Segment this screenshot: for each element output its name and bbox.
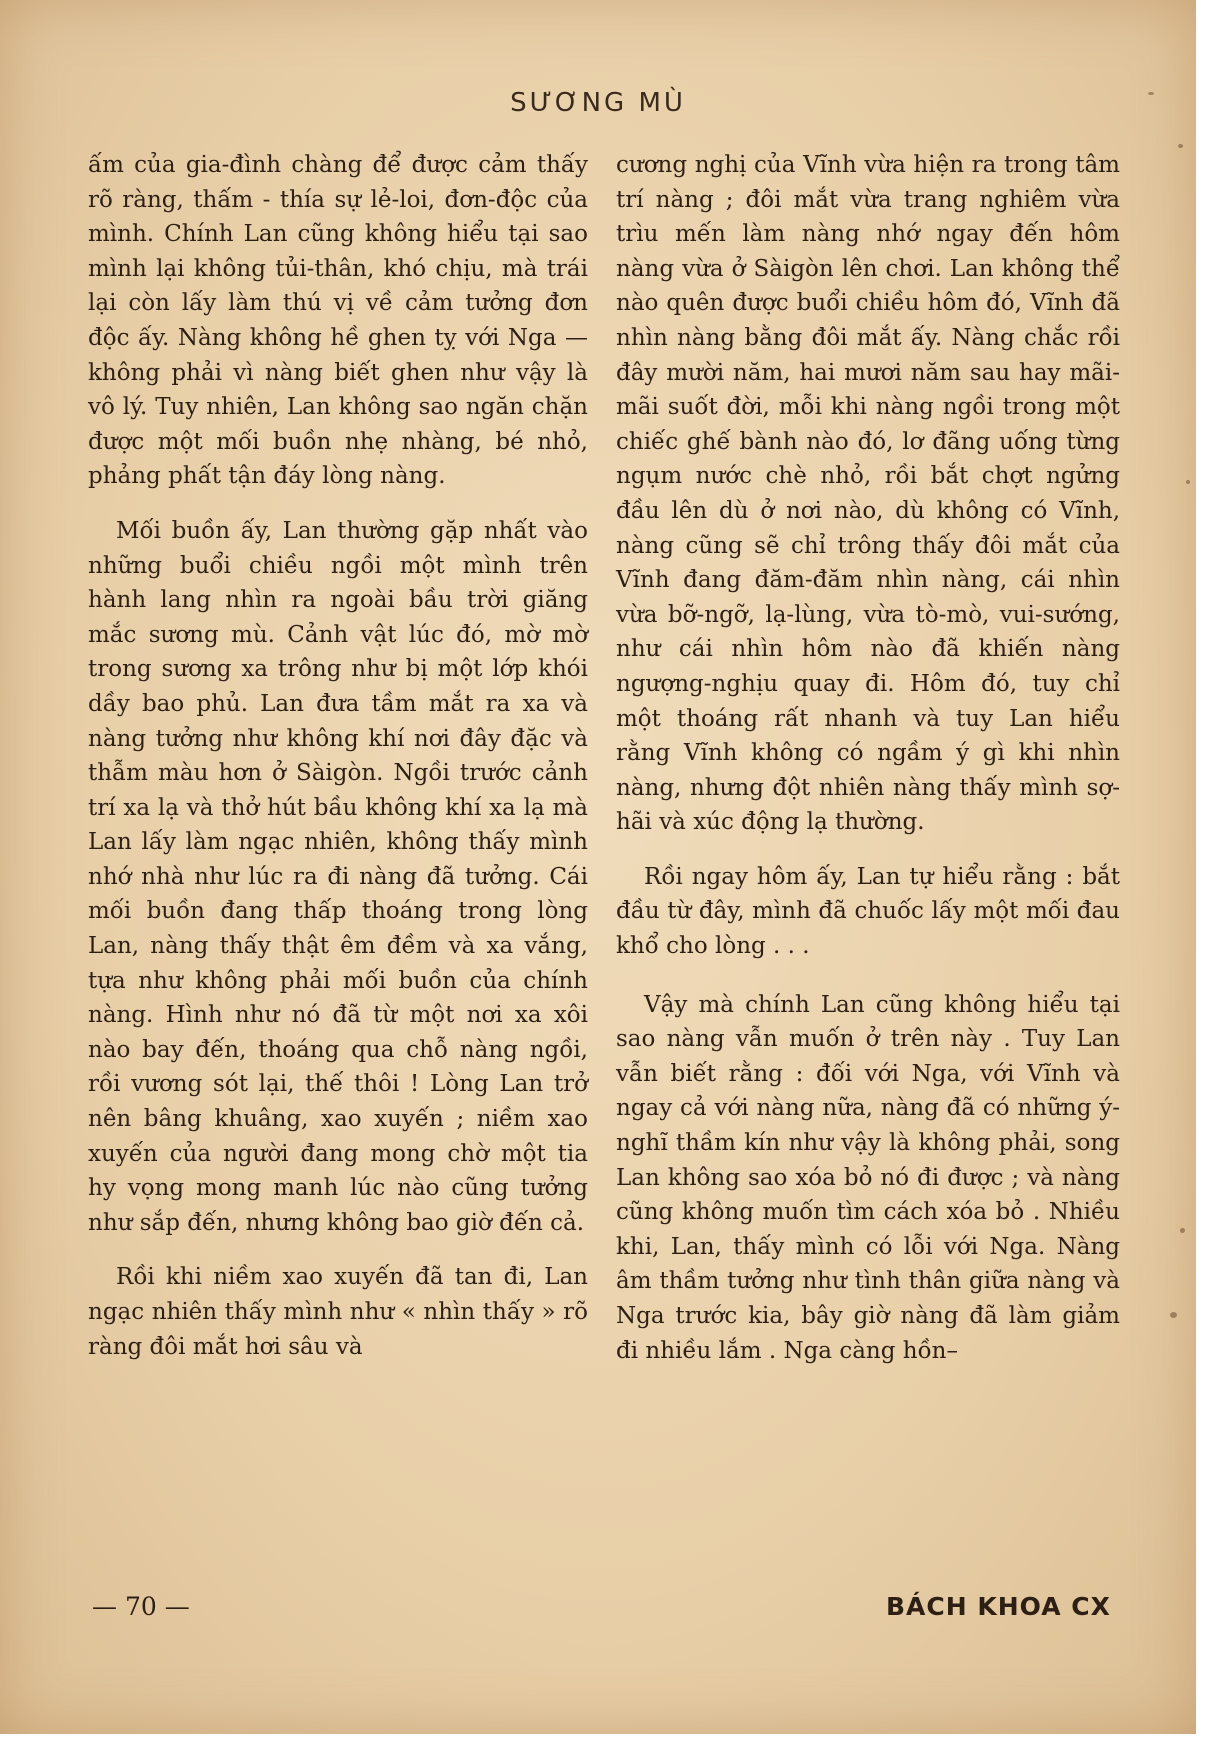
paper-speck [1178, 144, 1183, 148]
left-text-column [88, 148, 588, 1568]
paper-speck [1186, 480, 1190, 484]
left-paragraph-3: Rồi khi niềm xao xuyến đã tan đi, Lan ngạc nhiên thấy mình như « nhìn thấy » rõ ràng đôi mắt hơi sâu và [88, 1264, 588, 1360]
publication-name: BÁCH KHOA CX [886, 1592, 1111, 1621]
left-paragraph-1: ấm của gia-đình chàng để được cảm thấy rõ ràng, thấm - thía sự lẻ-loi, đơn-độc của mình. Chính Lan cũng không hiểu tại sao mình lại không tủi-thân, khó chịu, mà trái lại còn lấy làm thú vị về cảm tưởng đơn độc ấy. Nàng không hề ghen tỵ với Nga — không phải vì nàng biết ghen như vậy là vô lý. Tuy nhiên, Lan không sao ngăn chặn được một mối buồn nhẹ nhàng, bé nhỏ, phảng phất tận đáy lòng nàng. [88, 152, 588, 490]
right-paragraph-1: cương nghị của Vĩnh vừa hiện ra trong tâm trí nàng ; đôi mắt vừa trang nghiêm vừa trìu mến làm nàng nhớ ngay đến hôm nàng vừa ở Sàigòn lên chơi. Lan không thể nào quên được buổi chiều hôm đó, Vĩnh đã nhìn nàng bằng đôi mắt ấy. Nàng chắc rồi đây mười năm, hai mươi năm sau hay mãi-mãi suốt đời, mỗi khi nàng ngồi trong một chiếc ghế bành nào đó, lơ đãng uống từng ngụm nước chè nhỏ, rồi bắt chợt ngửng đầu lên dù ở nơi nào, dù không có Vĩnh, nàng cũng sẽ chỉ trông thấy đôi mắt của Vĩnh đang đăm-đăm nhìn nàng, cái nhìn vừa bỡ-ngỡ, lạ-lùng, vừa tò-mò, vui-sướng, như cái nhìn hôm nào đã khiến nàng ngượng-nghịu quay đi. Hôm đó, tuy chỉ một thoáng rất nhanh và tuy Lan hiểu rằng Vĩnh không có ngầm ý gì khi nhìn nàng, nhưng đột nhiên nàng thấy mình sợ-hãi và xúc động lạ thường. [616, 152, 1120, 836]
right-paragraph-3: Vậy mà chính Lan cũng không hiểu tại sao nàng vẫn muốn ở trên này . Tuy Lan vẫn biết rằng : đối với Nga, với Vĩnh và ngay cả với nàng nữa, nàng đã có những ý-nghĩ thầm kín như vậy là không phải, song Lan không sao xóa bỏ nó đi được ; và nàng cũng không muốn tìm cách xóa bỏ . Nhiều khi, Lan, thấy mình có lỗi với Nga. Nàng âm thầm tưởng như tình thân giữa nàng và Nga trước kia, bây giờ nàng đã làm giảm đi nhiều lắm . Nga càng hồn– [616, 991, 1120, 1364]
paper-speck [1170, 1312, 1177, 1318]
left-paragraph-2: Mối buồn ấy, Lan thường gặp nhất vào những buổi chiều ngồi một mình trên hành lang nhìn ra ngoài bầu trời giăng mắc sương mù. Cảnh vật lúc đó, mờ mờ trong sương xa trông như bị một lớp khói dầy bao phủ. Lan đưa tầm mắt ra xa và nàng tưởng như không khí nơi đây đặc và thẫm màu hơn ở Sàigòn. Ngồi trước cảnh trí xa lạ và thở hút bầu không khí xa lạ mà Lan lấy làm ngạc nhiên, không thấy mình nhớ nhà như lúc ra đi nàng đã tưởng. Cái mối buồn đang thấp thoáng trong lòng Lan, nàng thấy thật êm đềm và xa vắng, tựa như không phải mối buồn của chính nàng. Hình như nó đã từ một nơi xa xôi nào bay đến, thoáng qua chỗ nàng ngồi, rồi vương sót lại, thế thôi ! Lòng Lan trở nên bâng khuâng, xao xuyến ; niềm xao xuyến của người đang mong chờ một tia hy vọng mong manh lúc nào cũng tưởng như sắp đến, nhưng không bao giờ đến cả. [88, 517, 588, 1236]
right-text-column [616, 148, 1120, 1568]
paper-speck [1148, 92, 1154, 95]
paper-speck [1180, 1228, 1185, 1233]
right-paragraph-2: Rồi ngay hôm ấy, Lan tự hiểu rằng : bắt đầu từ đây, mình đã chuốc lấy một mối đau khổ cho lòng . . . [616, 863, 1120, 960]
page-number: — 70 — [92, 1592, 190, 1621]
scan-margin [1196, 0, 1218, 1748]
running-title: SƯƠNG MÙ [510, 88, 686, 118]
